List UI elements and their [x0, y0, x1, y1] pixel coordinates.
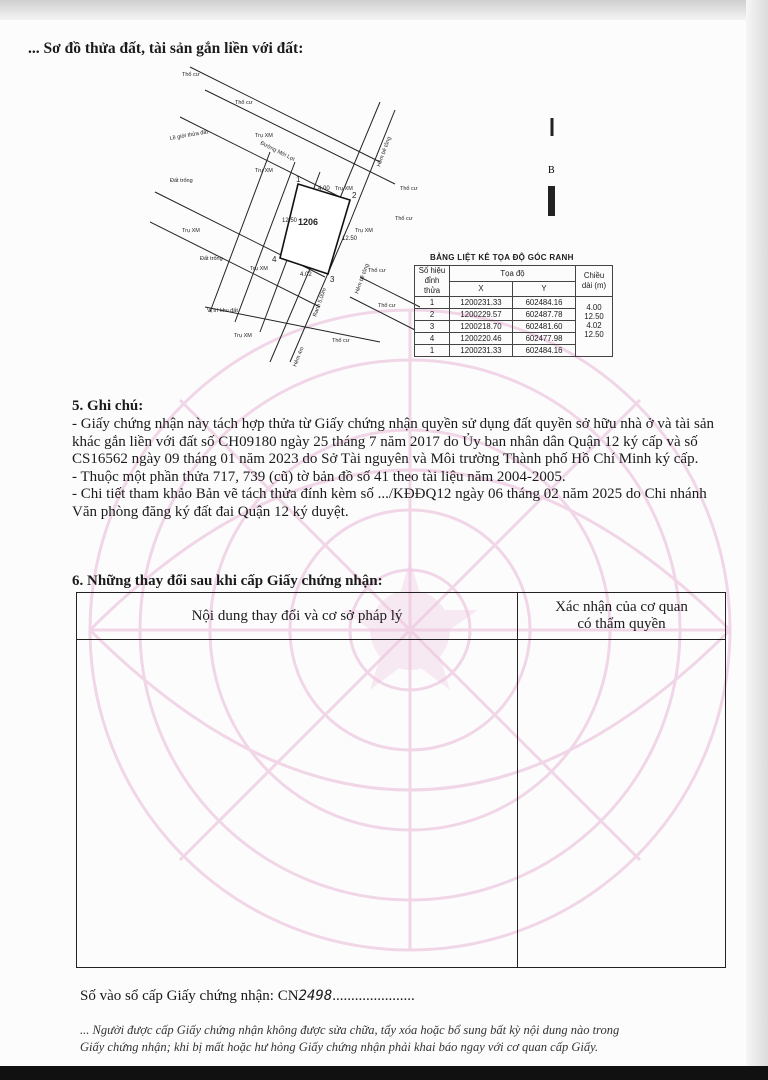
north-letter: B [548, 165, 555, 176]
changes-table [76, 592, 726, 968]
changes-confirm-cell [518, 640, 726, 968]
coord-point: 1 [415, 345, 450, 357]
changes-title: 6. Những thay đổi sau khi cấp Giấy chứng nhận: [72, 573, 383, 589]
coord-x: 1200218.70 [450, 321, 513, 333]
label-tho-cu-6: Thổ cư [378, 303, 396, 309]
north-arrow-icon [540, 118, 564, 223]
label-tho-cu-4: Thổ cư [395, 216, 413, 222]
changes-header-confirm [518, 593, 726, 640]
parcel-number: 1206 [298, 217, 319, 227]
coord-lengths [576, 297, 613, 357]
label-dat-trong-2: Đất trống [200, 256, 223, 262]
coord-point: 2 [415, 309, 450, 321]
parcel-point-3: 3 [330, 275, 335, 284]
label-ranh: Ranh 5.00m [312, 287, 329, 318]
register-number: 2498 [298, 988, 333, 1004]
register-prefix: CN [277, 988, 299, 1004]
notes-body [72, 416, 732, 521]
label-tho-cu-3: Thổ cư [400, 186, 418, 192]
changes-header-confirm-line2: có thẩm quyền [577, 616, 666, 632]
label-hem: Hẻm bê tông [376, 136, 393, 168]
label-tru-xm-4: Trụ XM [182, 228, 200, 234]
label-tru-xm-7: Trụ XM [234, 333, 252, 339]
scan-edge-top [0, 0, 768, 20]
label-tru-xm-3: Trụ XM [335, 186, 353, 192]
coords-header-length: Chiều dài (m) [576, 266, 613, 297]
edge-2-3: 12.50 [342, 236, 358, 242]
coord-y: 602481.60 [513, 321, 576, 333]
label-tru-xm-5: Trụ XM [250, 266, 268, 272]
label-hem-nho: Hẻm bê tông [354, 263, 371, 295]
coords-table [414, 265, 613, 357]
label-tho-cu-5: Thổ cư [368, 268, 386, 274]
coord-x: 1200220.46 [450, 333, 513, 345]
length-4: 12.50 [584, 330, 604, 339]
coords-header-x: X [450, 281, 513, 297]
coords-header-coord: Tọa độ [450, 266, 576, 282]
coord-point: 3 [415, 321, 450, 333]
note-paragraph-2: - Thuộc một phần thửa 717, 739 (cũ) tờ bản đồ số 41 theo tài liệu năm 2004-2005. [72, 468, 566, 485]
register-dots: ...................... [332, 988, 415, 1004]
scan-edge-right [746, 0, 768, 1080]
section-heading-diagram: ... Sơ đồ thửa đất, tài sản gắn liền với đất: [28, 40, 304, 57]
label-tru-xm-6: Trụ XM [355, 228, 373, 234]
notes-title: 5. Ghi chú: [72, 398, 144, 414]
label-tho-cu-1: Thổ cư [182, 72, 200, 78]
coords-title: BẢNG LIỆT KÊ TỌA ĐỘ GÓC RANH [430, 253, 574, 262]
register-label: Số vào sổ cấp Giấy chứng nhận: [80, 988, 274, 1004]
coord-y: 602484.16 [513, 345, 576, 357]
label-via-he: Lề giới thửa đất [169, 129, 209, 142]
coord-y: 602487.78 [513, 309, 576, 321]
length-2: 12.50 [584, 312, 604, 321]
label-tho-cu-7: Thổ cư [332, 338, 350, 344]
coords-header-point: Số hiệu đỉnh thửa [415, 266, 450, 297]
parcel-point-2: 2 [352, 191, 357, 200]
label-duong: Đường Mới Lợi [259, 140, 296, 163]
coords-header-y: Y [513, 281, 576, 297]
table-row [415, 297, 613, 309]
changes-header-content: Nội dung thay đổi và cơ sở pháp lý [77, 593, 518, 640]
edge-3-4: 4.02 [300, 272, 312, 278]
note-paragraph-3: - Chi tiết tham khảo Bản vẽ tách thửa đính kèm số .../KĐĐQ12 ngày 06 tháng 02 năm 2025 do Chi nhánh Văn phòng đăng ký đất đai Quận 12 ký duyệt. [72, 486, 707, 520]
footer-warning [80, 1022, 700, 1056]
label-dat-trong-1: Đất trống [170, 178, 193, 184]
label-tru-xm-2: Trụ XM [255, 168, 273, 174]
register-line [80, 988, 415, 1005]
coord-x: 1200231.33 [450, 297, 513, 309]
changes-content-cell [77, 640, 518, 968]
label-vi-tri: Vị trí khu đất [207, 308, 238, 314]
coord-point: 1 [415, 297, 450, 309]
coord-point: 4 [415, 333, 450, 345]
scan-edge-bottom [0, 1066, 768, 1080]
note-paragraph-1: - Giấy chứng nhận này tách hợp thửa từ Giấy chứng nhận quyền sử dụng đất quyền sở hữu nhà ở và tài sản khác gắn liền với đất số CH09180 ngày 25 tháng 7 năm 2017 do Ủy ban nhân dân Quận 12 ký cấp và số CS16562 ngày 09 tháng 01 năm 2023 do Sở Tài nguyên và Môi trường Thành phố Hồ Chí Minh ký cấp. [72, 416, 715, 467]
length-3: 4.02 [586, 321, 602, 330]
footer-line-1: ... Người được cấp Giấy chứng nhận không được sửa chữa, tẩy xóa hoặc bổ sung bất kỳ nội dung nào trong [80, 1023, 620, 1037]
edge-1-2: 4.00 [318, 186, 330, 192]
length-1: 4.00 [586, 303, 602, 312]
coord-y: 602484.16 [513, 297, 576, 309]
coord-x: 1200229.57 [450, 309, 513, 321]
edge-4-1: 12.50 [282, 218, 298, 224]
label-tru-xm-1: Trụ XM [255, 133, 273, 139]
coord-x: 1200231.33 [450, 345, 513, 357]
label-tho-cu-2: Thổ cư [235, 100, 253, 106]
parcel-sketch [150, 62, 425, 372]
footer-line-2: Giấy chứng nhận; khi bị mất hoặc hư hỏng Giấy chứng nhận phải khai báo ngay với cơ quan cấp Giấy. [80, 1040, 599, 1054]
parcel-point-1: 1 [296, 175, 301, 184]
parcel-point-4: 4 [272, 255, 277, 264]
coord-y: 602477.98 [513, 333, 576, 345]
label-hem-2: Hẻm 4m [292, 346, 306, 368]
changes-header-confirm-line1: Xác nhận của cơ quan [555, 599, 688, 615]
